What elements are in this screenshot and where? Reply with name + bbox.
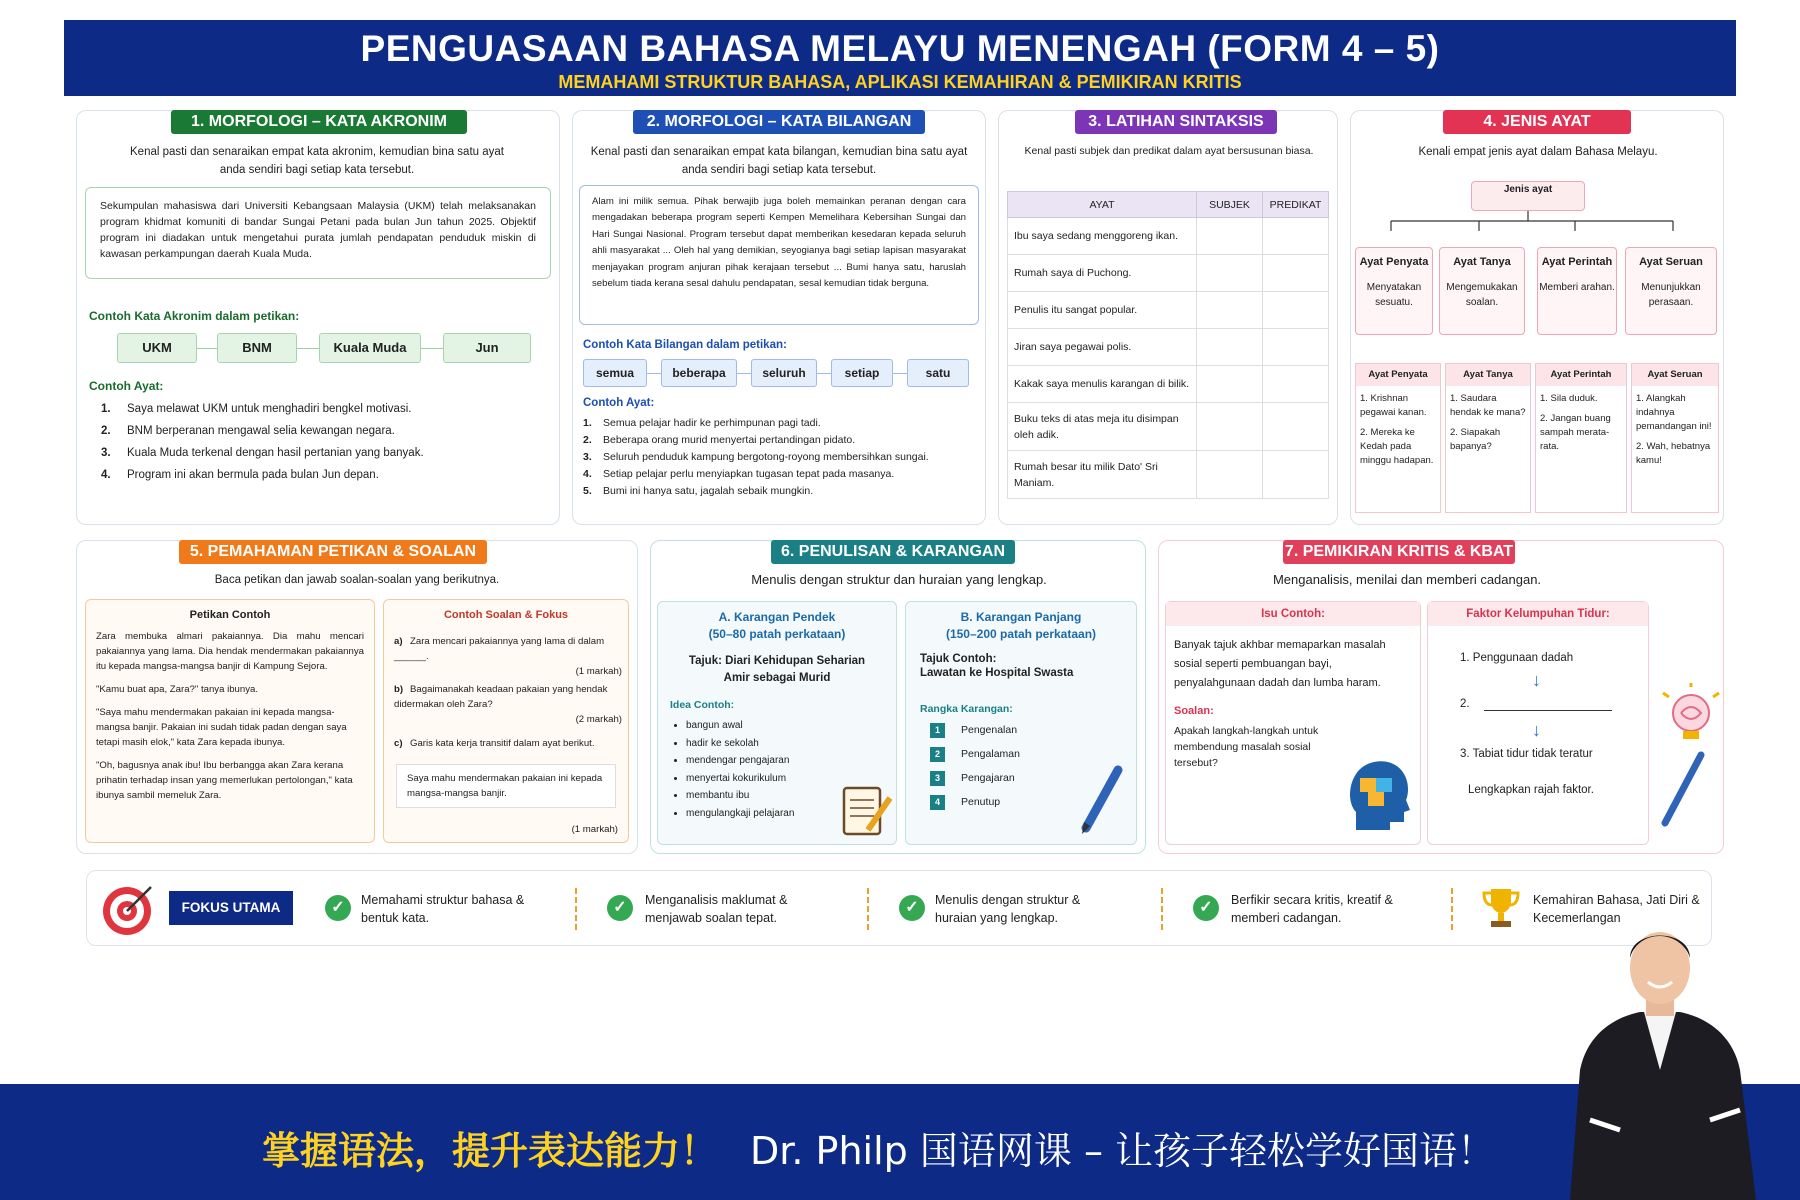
section-akronim — [76, 110, 560, 525]
table-row: Rumah besar itu milik Dato' Sri Maniam. — [1008, 451, 1329, 499]
fokus-item: Menganalisis maklumat & menjawab soalan tepat. — [645, 893, 788, 925]
rangka-item: 2 Pengalaman — [930, 747, 1136, 762]
paragraph: "Oh, bagusnya anak ibu! Ibu berbangga akan Zara kerana prihatin terhadap insan yang memerlukan pertolongan," kata ibunya sambil memeluk Zara. — [96, 760, 353, 801]
page-subtitle: MEMAHAMI STRUKTUR BAHASA, APLIKASI KEMAHIRAN & PEMIKIRAN KRITIS — [558, 72, 1242, 92]
target-icon — [99, 881, 157, 937]
list-item: • mendengar pengajaran — [686, 752, 896, 770]
ayat-label: Contoh Ayat: — [583, 397, 655, 409]
word-tag: seluruh — [751, 359, 817, 387]
tree-connectors — [1351, 211, 1725, 233]
answer-box: Saya mahu mendermakan pakaian ini kepada mangsa-mangsa banjir. — [396, 764, 616, 808]
sentence-list — [583, 417, 929, 502]
question-item: c) Garis kata kerja transitif dalam ayat berikut. — [394, 738, 595, 749]
footer-brand: Dr. Philp 国语网课 – 让孩子轻松学好国语！ — [750, 1129, 1496, 1173]
table-row: Buku teks di atas meja itu disimpan oleh adik. — [1008, 403, 1329, 451]
list-item: 1. Semua pelajar hadir ke perhimpunan pagi tadi. — [583, 417, 821, 429]
table-row: Kakak saya menulis karangan di bilik. — [1008, 366, 1329, 403]
list-item: 4. Setiap pelajar perlu menyiapkan tugasan tepat pada masanya. — [583, 468, 895, 480]
fokus-item: Berfikir secara kritis, kreatif & memberi cadangan. — [1231, 893, 1393, 925]
isu-box — [1165, 601, 1421, 845]
section-title: 2. MORFOLOGI – KATA BILANGAN — [633, 110, 925, 134]
section-jenis-ayat — [1350, 110, 1724, 525]
check-icon: ✓ — [899, 895, 925, 921]
check-icon: ✓ — [607, 895, 633, 921]
list-item: • membantu ibu — [686, 787, 896, 805]
example-label: Contoh Kata Akronim dalam petikan: — [89, 309, 300, 323]
header-banner — [64, 20, 1736, 96]
word-tag: satu — [907, 359, 969, 387]
idea-label: Idea Contoh: — [670, 699, 735, 711]
example-column: Ayat Perintah 1. Sila duduk. 2. Jangan buang sampah merata-rata. — [1535, 363, 1627, 513]
list-item: 3. Kuala Muda terkenal dengan hasil pertanian yang banyak. — [101, 447, 424, 459]
notepad-icon — [838, 780, 894, 840]
word-tag: beberapa — [661, 359, 737, 387]
word-tag: BNM — [217, 333, 297, 363]
root-node: Jenis ayat — [1471, 181, 1585, 211]
down-arrow-icon: ↓ — [1532, 670, 1541, 690]
section-instruction: Baca petikan dan jawab soalan-soalan yang berikutnya. — [214, 574, 500, 586]
divider — [575, 888, 577, 930]
pen-icon — [1078, 762, 1128, 834]
faktor-item: 2. — [1460, 698, 1470, 710]
section-title: 1. MORFOLOGI – KATA AKRONIM — [171, 110, 467, 134]
divider — [867, 888, 869, 930]
example-column: Ayat Seruan 1. Alangkah indahnya pemandangan ini! 2. Wah, hebatnya kamu! — [1631, 363, 1719, 513]
section-instruction: Kenal pasti dan senaraikan empat kata akronim, kemudian bina satu ayat anda sendiri bagi setiap kata tersebut. — [130, 146, 504, 176]
instruction-text: Lengkapkan rajah faktor. — [1468, 784, 1594, 796]
rangka-item: 1 Pengenalan — [930, 723, 1136, 738]
karangan-tajuk: Tajuk Contoh: — [920, 653, 997, 665]
page-title: PENGUASAAN BAHASA MELAYU MENENGAH (FORM 4 – 5) — [360, 28, 1440, 69]
column-header: SUBJEK — [1197, 192, 1263, 218]
rangka-item: 4 Penutup — [930, 795, 1136, 810]
fokus-item: Memahami struktur bahasa & bentuk kata. — [361, 893, 525, 925]
section-title: 7. PEMIKIRAN KRITIS & KBAT — [1283, 540, 1515, 564]
divider — [1451, 888, 1453, 930]
question-heading: Contoh Soalan & Fokus — [443, 609, 569, 621]
table-row: Jiran saya pegawai polis. — [1008, 329, 1329, 366]
word-tag: UKM — [117, 333, 197, 363]
blank-line — [1484, 710, 1612, 711]
isu-text: Banyak tajuk akhbar memaparkan masalah sosial seperti pembuangan bayi, penyalahgunaan dadah dan lumba haram. — [1174, 639, 1386, 689]
marks-label: (1 markah) — [571, 824, 618, 835]
paragraph: Zara membuka almari pakaiannya. Dia mahu mencari pakaiannya yang lama. Dia hendak mendermakan pakaiannya itu kepada mangsa-mangsa banjir di Kampung Sejora. — [96, 631, 364, 672]
sentence-list — [101, 403, 424, 491]
ayat-label: Contoh Ayat: — [89, 379, 164, 393]
column-header: PREDIKAT — [1263, 192, 1329, 218]
list-item: 2. BNM berperanan mengawal selia kewangan negara. — [101, 425, 395, 437]
faktor-item: 3. Tabiat tidur tidak teratur — [1460, 748, 1593, 760]
table-row: Ibu saya sedang menggoreng ikan. — [1008, 218, 1329, 255]
question-item: a) Zara mencari pakaiannya yang lama di dalam ______. (1 markah) — [394, 636, 622, 677]
section-instruction: Menganalisis, menilai dan memberi cadangan. — [1272, 572, 1542, 587]
section-instruction: Menulis dengan struktur dan huraian yang lengkap. — [751, 572, 1047, 587]
footer-banner — [0, 1084, 1800, 1200]
question-box — [383, 599, 629, 843]
section-sintaksis — [998, 110, 1338, 525]
karangan-panjang-box — [905, 601, 1137, 845]
passage-heading: Petikan Contoh — [189, 609, 271, 621]
brain-idea-icon — [1651, 683, 1723, 833]
presenter-photo — [1560, 920, 1760, 1200]
karangan-tajuk: Tajuk: Diari Kehidupan Seharian Amir sebagai Murid — [688, 655, 866, 684]
word-tag: semua — [583, 359, 647, 387]
divider — [1161, 888, 1163, 930]
isu-heading: Isu Contoh: — [1166, 602, 1420, 626]
section-instruction: Kenal pasti dan senaraikan empat kata bilangan, kemudian bina satu ayat anda sendiri bagi setiap kata tersebut. — [590, 146, 968, 176]
word-tag: setiap — [831, 359, 893, 387]
section-title: 4. JENIS AYAT — [1443, 110, 1631, 134]
karangan-pendek-box — [657, 601, 897, 845]
soalan-text: Apakah langkah-langkah untuk membendung masalah sosial tersebut? — [1174, 725, 1319, 769]
karangan-heading: A. Karangan Pendek — [718, 610, 836, 624]
fokus-item: Menulis dengan struktur & huraian yang lengkap. — [935, 893, 1081, 925]
passage-box — [579, 185, 979, 325]
fokus-item: Kemahiran Bahasa, Jati Diri & Kecemerlangan — [1533, 893, 1700, 925]
karangan-heading: B. Karangan Panjang — [960, 610, 1082, 624]
karangan-subheading: (150–200 patah perkataan) — [945, 627, 1097, 641]
list-item: 3. Seluruh penduduk kampung bergotong-royong membersihkan sungai. — [583, 451, 929, 463]
check-icon: ✓ — [1193, 895, 1219, 921]
type-node: Ayat Perintah Memberi arahan. — [1537, 247, 1617, 335]
list-item: 2. Beberapa orang murid menyertai pertandingan pidato. — [583, 434, 856, 446]
down-arrow-icon: ↓ — [1532, 720, 1541, 740]
head-puzzle-icon — [1346, 752, 1412, 832]
trophy-icon — [1481, 887, 1521, 931]
type-node: Ayat Tanya Mengemukakan soalan. — [1439, 247, 1525, 335]
section-penulisan — [650, 540, 1146, 854]
rangka-item: 3 Pengajaran — [930, 771, 1136, 786]
list-item: • hadir ke sekolah — [686, 735, 896, 753]
word-tag: Jun — [443, 333, 531, 363]
faktor-heading: Faktor Kelumpuhan Tidur: — [1428, 602, 1648, 626]
footer-slogan: 掌握语法，提升表达能力！ — [262, 1129, 719, 1173]
karangan-subheading: (50–80 patah perkataan) — [708, 627, 846, 641]
question-item: b) Bagaimanakah keadaan pakaian yang hendak didermakan oleh Zara? (2 markah) — [394, 684, 622, 725]
section-title: 6. PENULISAN & KARANGAN — [771, 540, 1015, 564]
section-title: 5. PEMAHAMAN PETIKAN & SOALAN — [179, 540, 487, 564]
list-item: • mengulangkaji pelajaran — [686, 805, 896, 823]
check-icon: ✓ — [325, 895, 351, 921]
karangan-tajuk: Lawatan ke Hospital Swasta — [920, 667, 1074, 679]
fokus-bar — [86, 870, 1712, 946]
list-item: 5. Bumi ini hanya satu, jagalah sebaik mungkin. — [583, 485, 814, 497]
list-item: • menyertai kokurikulum — [686, 770, 896, 788]
list-item: 4. Program ini akan bermula pada bulan Jun depan. — [101, 469, 379, 481]
paragraph: "Saya mahu mendermakan pakaian ini kepada mangsa-mangsa banjir. Pakaian ini sudah tidak padan dengan saya tetapi masih elok," kata Zara kepada ibunya. — [96, 707, 347, 748]
example-column: Ayat Penyata 1. Krishnan pegawai kanan. 2. Mereka ke Kedah pada minggu hadapan. — [1355, 363, 1441, 513]
type-node: Ayat Seruan Menunjukkan perasaan. — [1625, 247, 1717, 335]
paragraph: "Kamu buat apa, Zara?" tanya ibunya. — [96, 684, 259, 695]
list-item: • bangun awal — [686, 717, 896, 735]
syntax-table — [1007, 191, 1329, 499]
type-node: Ayat Penyata Menyatakan sesuatu. — [1355, 247, 1433, 335]
example-column: Ayat Tanya 1. Saudara hendak ke mana? 2. Siapakah bapanya? — [1445, 363, 1531, 513]
section-kbat — [1158, 540, 1724, 854]
faktor-box — [1427, 601, 1649, 845]
section-title: 3. LATIHAN SINTAKSIS — [1075, 110, 1277, 134]
table-row: Rumah saya di Puchong. — [1008, 255, 1329, 292]
word-tag: Kuala Muda — [319, 333, 421, 363]
passage-box — [85, 187, 551, 279]
table-header-row — [1008, 192, 1329, 218]
passage-text: Alam ini milik semua. Pihak berwajib juga boleh memainkan peranan dengan cara mengadakan beberapa program seperti Kempen Memelihara Kebersihan Sungai dan Hari Sungai Nasional. Program tersebut dapat memberikan kesedaran kepada seluruh ahli masyarakat ... Oleh hal yang demikian, seyogianya bagi setiap lapisan masyarakat menjayakan program anjuran pihak kerajaan tersebut ... Bumi hanya satu, haruslah sebelum tiada kerana sesal dahulu pendapatan, sesal kemudian tidak berguna. — [592, 196, 966, 290]
table-row: Penulis itu sangat popular. — [1008, 292, 1329, 329]
fokus-label: FOKUS UTAMA — [169, 891, 293, 925]
section-instruction: Kenal pasti subjek dan predikat dalam ayat bersusunan biasa. — [1024, 145, 1314, 157]
section-instruction: Kenali empat jenis ayat dalam Bahasa Melayu. — [1418, 146, 1658, 158]
column-header: AYAT — [1008, 192, 1197, 218]
section-bilangan — [572, 110, 986, 525]
passage-box — [85, 599, 375, 843]
passage-text: Sekumpulan mahasiswa dari Universiti Kebangsaan Malaysia (UKM) telah melaksanakan program khidmat komuniti di bandar Sungai Petani pada bulan Jun tahun 2025. Objektif program ini diadakan untuk mengetahui purata jumlah pendapatan penduduk miskin di kawasan perkampungan daerah Kuala Muda. — [100, 200, 536, 260]
rangka-label: Rangka Karangan: — [920, 703, 1013, 715]
section-pemahaman — [76, 540, 638, 854]
list-item: 1. Saya melawat UKM untuk menghadiri bengkel motivasi. — [101, 403, 412, 415]
faktor-item: 1. Penggunaan dadah — [1460, 652, 1574, 664]
example-label: Contoh Kata Bilangan dalam petikan: — [583, 339, 787, 351]
soalan-label: Soalan: — [1174, 705, 1214, 717]
